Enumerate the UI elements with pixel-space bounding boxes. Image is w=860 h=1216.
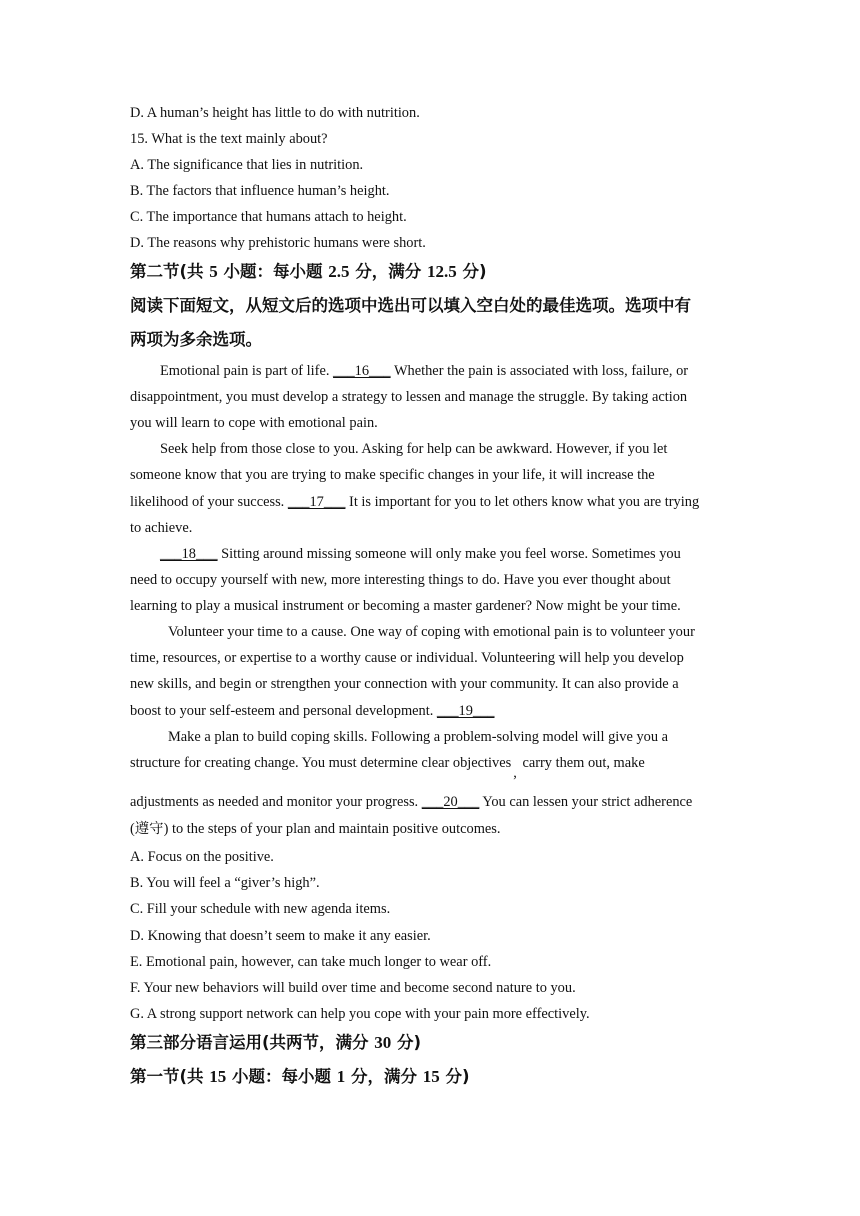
q15-option-a: A. The significance that lies in nutrition. (130, 157, 364, 173)
part3-section1-heading: 第一节(共 15 小题：每小题 1 分，满分 15 分) (130, 1067, 470, 1086)
passage-p5-line2: structure for creating change. You must determine clear objectives, carry them out, make (130, 755, 645, 781)
q15-question: 15. What is the text mainly about? (130, 131, 328, 147)
option-e: E. Emotional pain, however, can take much longer to wear off. (130, 954, 492, 970)
passage-p4-line2: time, resources, or expertise to a worthy cause or individual. Volunteering will help you develop (130, 650, 684, 666)
option-c: C. Fill your schedule with new agenda items. (130, 901, 391, 917)
passage-p3-line2: need to occupy yourself with new, more interesting things to do. Have you ever thought about (130, 572, 671, 588)
q15-option-b: B. The factors that influence human’s height. (130, 183, 390, 199)
passage-p1-line1: Emotional pain is part of life. ___16___ Whether the pain is associated with loss, failure, or (160, 363, 689, 379)
option-f: F. Your new behaviors will build over time and become second nature to you. (130, 980, 576, 996)
q14-option-d: D. A human’s height has little to do with nutrition. (130, 105, 420, 121)
part3-heading: 第三部分语言运用(共两节，满分 30 分) (130, 1033, 422, 1052)
q15-option-c: C. The importance that humans attach to height. (130, 209, 407, 225)
passage-p1-line3: you will learn to cope with emotional pain. (130, 415, 378, 431)
passage-p4-line3: new skills, and begin or strengthen your connection with your community. It can also provide a (130, 676, 679, 692)
blank-20: ___20___ (421, 794, 480, 810)
option-b: B. You will feel a “giver’s high”. (130, 875, 320, 891)
passage-p2-line1: Seek help from those close to you. Asking for help can be awkward. However, if you let (160, 441, 668, 457)
passage-p2-line2: someone know that you are trying to make specific changes in your life, it will increase the (130, 467, 655, 483)
passage-p2-line3: likelihood of your success. ___17___ It is important for you to let others know what you are trying (130, 494, 700, 510)
blank-18: ___18___ (160, 546, 218, 562)
section2-heading: 第二节(共 5 小题：每小题 2.5 分，满分 12.5 分) (130, 262, 487, 281)
q15-option-d: D. The reasons why prehistoric humans were short. (130, 235, 426, 251)
passage-p2-line4: to achieve. (130, 520, 193, 536)
blank-16: ___16___ (333, 363, 391, 379)
section2-instruction-line2: 两项为多余选项。 (130, 330, 262, 349)
passage-p3-line3: learning to play a musical instrument or becoming a master gardener? Now might be your time. (130, 598, 681, 614)
passage-p5-line3: adjustments as needed and monitor your progress. ___20___ You can lessen your strict adherence (130, 794, 693, 810)
option-g: G. A strong support network can help you cope with your pain more effectively. (130, 1006, 590, 1022)
section2-instruction-line1: 阅读下面短文，从短文后的选项中选出可以填入空白处的最佳选项。选项中有 (130, 296, 691, 315)
passage-p4-line1: Volunteer your time to a cause. One way of coping with emotional pain is to volunteer your (168, 624, 695, 640)
passage-p1-line2: disappointment, you must develop a strategy to lessen and manage the struggle. By taking action (130, 389, 688, 405)
option-a: A. Focus on the positive. (130, 849, 274, 865)
passage-p3-line1: ___18___ Sitting around missing someone will only make you feel worse. Sometimes you (160, 546, 681, 562)
passage-p5-line4: (遵守) to the steps of your plan and maintain positive outcomes. (130, 821, 501, 837)
option-d: D. Knowing that doesn’t seem to make it any easier. (130, 928, 431, 944)
blank-19: ___19___ (436, 703, 495, 719)
comma-mark: , (513, 765, 517, 781)
passage-p4-line4: boost to your self-esteem and personal development. ___19___ (130, 703, 495, 719)
blank-17: ___17___ (287, 494, 346, 510)
passage-p5-line1: Make a plan to build coping skills. Following a problem-solving model will give you a (168, 729, 669, 745)
